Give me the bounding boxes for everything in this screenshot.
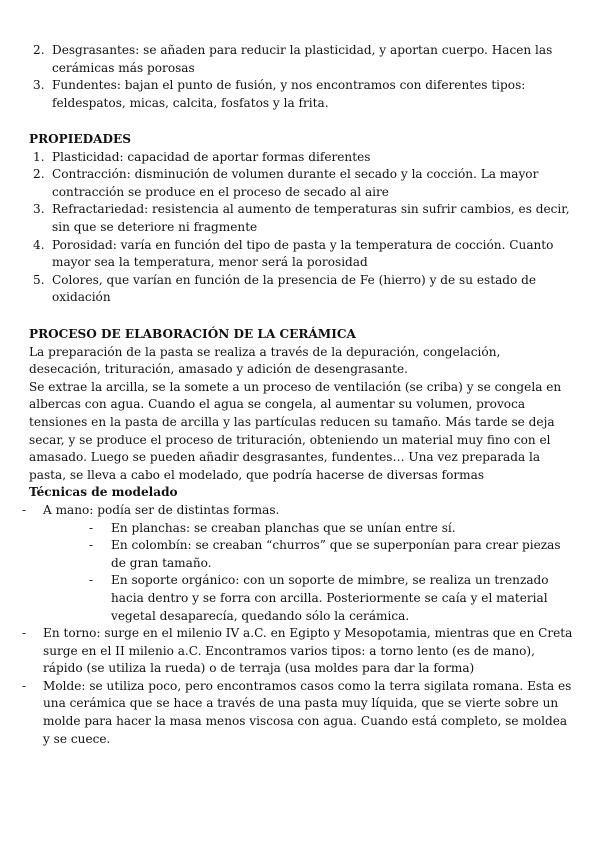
- section-heading: PROPIEDADES: [29, 132, 131, 146]
- list-number: 2.: [33, 167, 45, 182]
- dash-bullet: -: [22, 678, 27, 693]
- list-number: 4.: [33, 237, 45, 252]
- section-heading: PROCESO DE ELABORACIÓN DE LA CERÁMICA: [29, 327, 356, 341]
- list-item: [29, 272, 574, 307]
- dash-bullet: -: [89, 520, 94, 535]
- list-text: En soporte orgánico: con un soporte de mimbre, se realiza un trenzado hacia dentro y se forra con arcilla. Posteriormente se caía y el material vegetal desaparecía, quedando sólo la cerámica.: [111, 573, 549, 623]
- propiedades-section: [29, 131, 574, 307]
- list-text: Contracción: disminución de volumen durante el secado y la cocción. La mayor contracción se produce en el proceso de secado al aire: [52, 167, 539, 199]
- sub-list-item: [89, 572, 574, 625]
- dash-bullet: -: [22, 626, 27, 641]
- list-number: 3.: [33, 78, 45, 93]
- dash-bullet: -: [89, 573, 94, 588]
- subsection-heading: Técnicas de modelado: [29, 485, 178, 500]
- list-text: En colombín: se creaban “churros” que se superponían para crear piezas de gran tamaño.: [111, 538, 561, 570]
- list-number: 1.: [33, 149, 45, 164]
- list-number: 2.: [33, 43, 45, 57]
- dash-bullet: -: [89, 538, 94, 553]
- list-text: Refractariedad: resistencia al aumento de temperaturas sin sufrir cambios, es decir, sin que se deteriore ni fragmente: [52, 202, 570, 234]
- list-text: A mano: podía ser de distintas formas.: [43, 502, 280, 517]
- sub-list-item: [89, 537, 574, 572]
- list-text: En torno: surge en el milenio IV a.C. en Egipto y Mesopotamia, mientras que en Creta surge en el II milenio a.C. Encontramos varios tipos: a torno lento (es de mano), rápido (se utiliza la rueda) o de terraja (usa moldes para dar la forma): [43, 626, 573, 676]
- intro-list: [29, 42, 574, 112]
- list-item: [29, 166, 574, 201]
- list-text: Molde: se utiliza poco, pero encontramos casos como la terra sigilata romana. Esta es una cerámica que se hace a través de una pasta muy líquida, que se vierte sobre un molde para hacer la masa menos viscosa con agua. Cuando está completo, se moldea y se cuece.: [43, 678, 572, 746]
- list-item: [29, 201, 574, 236]
- list-item: [29, 149, 574, 167]
- list-item: [29, 77, 574, 112]
- list-text: Fundentes: bajan el punto de fusión, y nos encontramos con diferentes tipos: feldespatos, micas, calcita, fosfatos y la frita.: [52, 78, 526, 110]
- sub-list-item: [89, 520, 574, 538]
- paragraph: Se extrae la arcilla, se la somete a un proceso de ventilación (se criba) y se congela en albercas con agua. Cuando el agua se congela, al aumentar su volumen, provoca tensiones en la pasta de arcilla y las partículas reducen su tamaño. Más tarde se deja secar, y se produce el proceso de trituración, obteniendo un material muy fino con el amasado. Luego se pueden añadir desgrasantes, fundentes… Una vez preparada la pasta, se lleva a cabo el modelado, que podría hacerse de diversas formas: [29, 379, 562, 482]
- list-item: [29, 237, 574, 272]
- list-text: En planchas: se creaban planchas que se unían entre sí.: [111, 520, 456, 535]
- list-item-a-mano: [22, 502, 574, 520]
- list-text: Porosidad: varía en función del tipo de pasta y la temperatura de cocción. Cuanto mayor sea la temperatura, menor será la porosidad: [52, 237, 554, 270]
- proceso-section: [22, 326, 574, 748]
- list-number: 5.: [33, 272, 45, 287]
- dash-bullet: -: [22, 502, 27, 517]
- list-text: Desgrasantes: se añaden para reducir la plasticidad, y aportan cuerpo. Hacen las cerámicas más porosas: [52, 43, 553, 75]
- list-item-torno: [22, 625, 574, 678]
- list-text: Plasticidad: capacidad de aportar formas diferentes: [52, 149, 371, 164]
- list-item: [29, 42, 574, 77]
- list-number: 3.: [33, 202, 45, 217]
- paragraph: La preparación de la pasta se realiza a través de la depuración, congelación, desecación, trituración, amasado y adición de desengrasante.: [29, 344, 501, 377]
- list-text: Colores, que varían en función de la presencia de Fe (hierro) y de su estado de oxidación: [52, 272, 537, 305]
- list-item-molde: [22, 678, 574, 748]
